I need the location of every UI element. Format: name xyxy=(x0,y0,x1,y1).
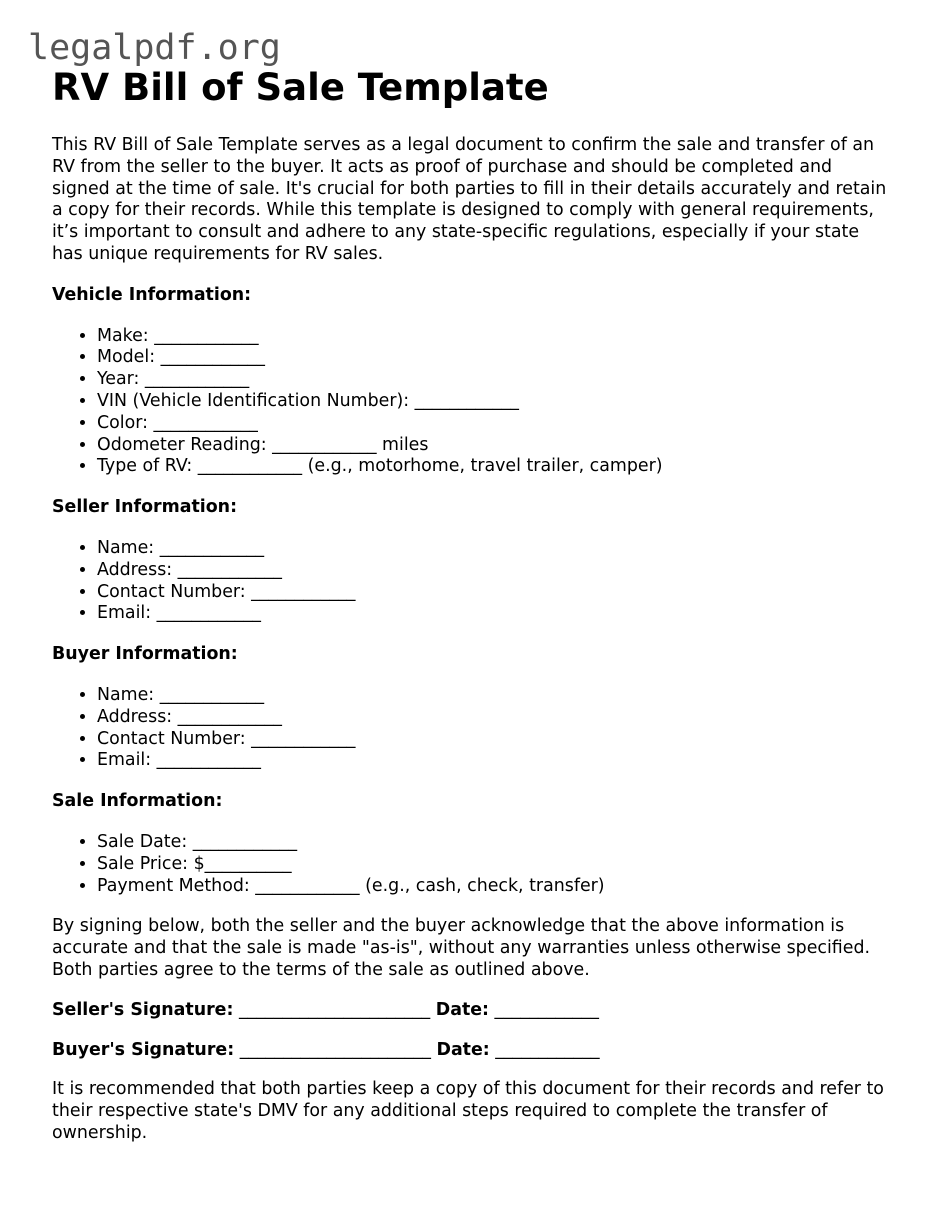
sale-info-list xyxy=(52,832,892,897)
buyer-date-label: Date: xyxy=(436,1039,490,1060)
list-item: • Contact Number: ____________ xyxy=(97,729,892,751)
seller-signature-blank: ______________________ xyxy=(238,999,431,1020)
list-item: • Name: ____________ xyxy=(97,538,892,560)
seller-info-heading: Seller Information: xyxy=(52,497,238,518)
list-item: • Address: ____________ xyxy=(97,707,892,729)
list-item: • Odometer Reading: ____________ miles xyxy=(97,435,892,457)
seller-signature-line xyxy=(52,1000,892,1022)
buyer-signature-label: Buyer's Signature: xyxy=(52,1039,235,1060)
vehicle-info-heading: Vehicle Information: xyxy=(52,284,252,305)
list-item: • Email: ____________ xyxy=(97,750,892,772)
list-item: • Address: ____________ xyxy=(97,560,892,582)
buyer-signature-line xyxy=(52,1040,892,1062)
seller-date-label: Date: xyxy=(435,999,490,1020)
list-item: • Make: ____________ xyxy=(97,326,892,348)
list-item: • Sale Price: $__________ xyxy=(97,854,892,876)
closing-paragraph: It is recommended that both parties keep a copy of this document for their records and refer to their respective state's DMV for any additional steps required to complete the transfer of ownership. xyxy=(52,1079,884,1143)
seller-info-list xyxy=(52,538,892,625)
list-item: • Contact Number: ____________ xyxy=(97,582,892,604)
acknowledgement-paragraph: By signing below, both the seller and the buyer acknowledge that the above information is accurate and that the sale is made "as-is", without any warranties unless otherwise specified. Both parties agree to the terms of the sale as outlined above. xyxy=(52,916,871,980)
buyer-signature-blank: ______________________ xyxy=(239,1039,431,1060)
sale-info-heading: Sale Information: xyxy=(52,791,223,812)
buyer-info-list xyxy=(52,685,892,772)
intro-paragraph: This RV Bill of Sale Template serves as a legal document to confirm the sale and transfer of an RV from the seller to the buyer. It acts as proof of purchase and should be completed and signed at the time of sale. It's crucial for both parties to fill in their details accurately and retain a copy for their records. While this template is designed to comply with general requirements, it’s important to consult and adhere to any state-specific regulations, especially if your state has unique requirements for RV sales. xyxy=(52,135,887,264)
document-page xyxy=(52,66,892,1145)
buyer-info-heading: Buyer Information: xyxy=(52,644,238,665)
list-item: • Email: ____________ xyxy=(97,603,892,625)
list-item: • Color: ____________ xyxy=(97,413,892,435)
list-item: • Sale Date: ____________ xyxy=(97,832,892,854)
list-item: • Name: ____________ xyxy=(97,685,892,707)
seller-signature-label: Seller's Signature: xyxy=(52,999,234,1020)
page-title: RV Bill of Sale Template xyxy=(52,66,549,109)
watermark: legalpdf.org xyxy=(28,28,281,68)
list-item: • Payment Method: ____________ (e.g., cash, check, transfer) xyxy=(97,876,892,898)
list-item: • Year: ____________ xyxy=(97,369,892,391)
list-item: • VIN (Vehicle Identification Number): ____________ xyxy=(97,391,892,413)
vehicle-info-list xyxy=(52,326,892,479)
list-item: • Type of RV: ____________ (e.g., motorhome, travel trailer, camper) xyxy=(97,456,892,478)
list-item: • Model: ____________ xyxy=(97,347,892,369)
buyer-date-blank: ____________ xyxy=(495,1039,600,1060)
seller-date-blank: ____________ xyxy=(494,999,599,1020)
